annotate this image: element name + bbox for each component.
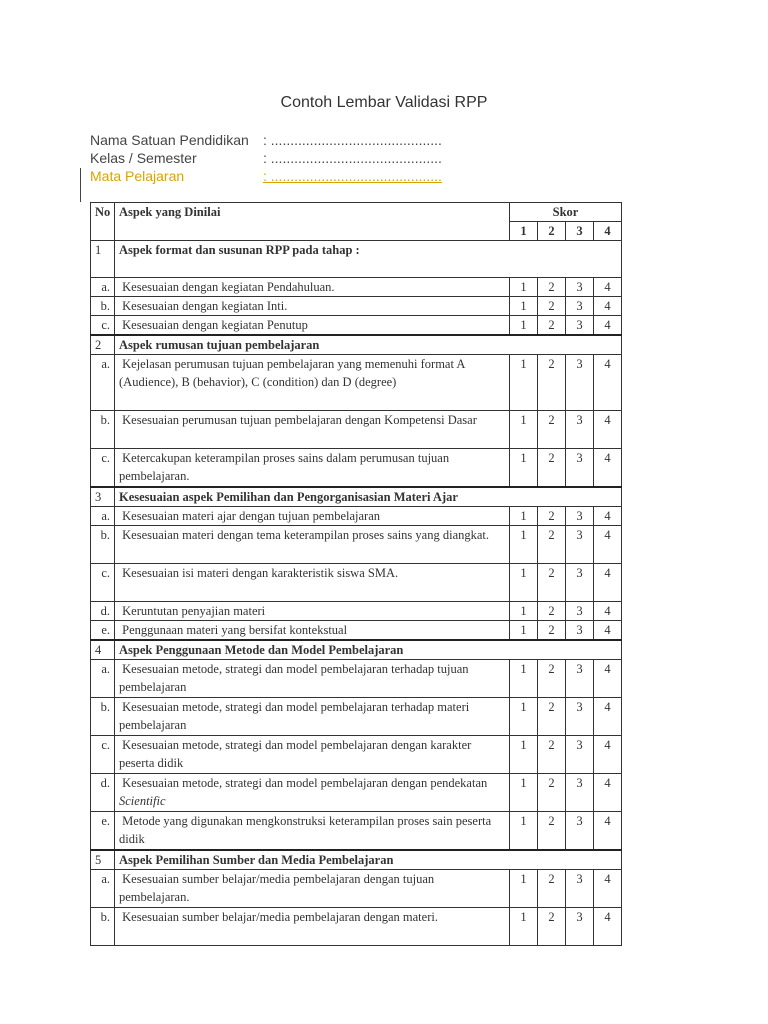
header-skor: Skor — [509, 203, 621, 222]
section-title: Kesesuaian aspek Pemilihan dan Pengorganisasian Materi Ajar — [115, 487, 622, 507]
item-text-cell — [115, 564, 510, 602]
score-option-4[interactable]: 4 — [593, 297, 621, 316]
item-text: Kesesuaian perumusan tujuan pembelajaran dengan Kompetensi Dasar — [122, 413, 477, 427]
score-option-3[interactable]: 3 — [565, 278, 593, 297]
item-text-cell — [115, 812, 510, 851]
section-title: Aspek Pemilihan Sumber dan Media Pembelajaran — [115, 850, 622, 870]
item-text-cell — [115, 411, 510, 449]
score-option-1[interactable]: 1 — [509, 316, 537, 336]
score-option-4[interactable]: 4 — [593, 660, 621, 698]
table-row — [91, 870, 622, 908]
table-row — [91, 297, 622, 316]
table-row — [91, 602, 622, 621]
item-letter: b. — [91, 908, 115, 946]
score-option-2[interactable]: 2 — [537, 621, 565, 641]
info-label: Kelas / Semester — [90, 150, 197, 166]
item-text: Keruntutan penyajian materi — [122, 604, 266, 618]
section-row — [91, 241, 622, 278]
score-option-4[interactable]: 4 — [593, 908, 621, 946]
item-text: Kesesuaian dengan kegiatan Pendahuluan. — [122, 280, 335, 294]
item-text-cell — [115, 602, 510, 621]
score-option-2[interactable]: 2 — [537, 736, 565, 774]
table-row — [91, 278, 622, 297]
score-option-3[interactable]: 3 — [565, 908, 593, 946]
score-option-4[interactable]: 4 — [593, 526, 621, 564]
table-row — [91, 411, 622, 449]
section-number: 2 — [91, 335, 115, 355]
header-score-2: 2 — [537, 222, 565, 241]
score-option-4[interactable]: 4 — [593, 812, 621, 851]
score-option-2[interactable]: 2 — [537, 507, 565, 526]
info-value[interactable]: : ............................................ — [263, 168, 442, 184]
score-option-3[interactable]: 3 — [565, 774, 593, 812]
score-option-2[interactable]: 2 — [537, 908, 565, 946]
item-text-cell — [115, 698, 510, 736]
item-text-cell — [115, 278, 510, 297]
item-letter: d. — [91, 774, 115, 812]
item-text: Kejelasan perumusan tujuan pembelajaran yang memenuhi format A (Audience), B (behavior), C (condition) dan D (degree) — [119, 357, 465, 389]
score-option-4[interactable]: 4 — [593, 355, 621, 411]
score-option-4[interactable]: 4 — [593, 602, 621, 621]
score-option-3[interactable]: 3 — [565, 736, 593, 774]
score-option-3[interactable]: 3 — [565, 698, 593, 736]
item-letter: a. — [91, 278, 115, 297]
score-option-1[interactable]: 1 — [509, 355, 537, 411]
score-option-3[interactable]: 3 — [565, 660, 593, 698]
score-option-3[interactable]: 3 — [565, 297, 593, 316]
header-no: No — [91, 203, 115, 241]
item-letter: a. — [91, 507, 115, 526]
table-row — [91, 698, 622, 736]
header-score-3: 3 — [565, 222, 593, 241]
item-letter: c. — [91, 316, 115, 336]
section-row — [91, 640, 622, 660]
score-option-4[interactable]: 4 — [593, 774, 621, 812]
score-option-4[interactable]: 4 — [593, 698, 621, 736]
score-option-1[interactable]: 1 — [509, 774, 537, 812]
score-option-2[interactable]: 2 — [537, 316, 565, 336]
score-option-4[interactable]: 4 — [593, 278, 621, 297]
header-score-1: 1 — [509, 222, 537, 241]
item-text-cell — [115, 736, 510, 774]
score-option-2[interactable]: 2 — [537, 660, 565, 698]
text-cursor — [80, 168, 81, 202]
info-nama-satuan — [90, 132, 442, 148]
score-option-2[interactable]: 2 — [537, 278, 565, 297]
score-option-1[interactable]: 1 — [509, 621, 537, 641]
score-option-3[interactable]: 3 — [565, 812, 593, 851]
score-option-4[interactable]: 4 — [593, 411, 621, 449]
score-option-1[interactable]: 1 — [509, 602, 537, 621]
score-option-3[interactable]: 3 — [565, 507, 593, 526]
score-option-3[interactable]: 3 — [565, 449, 593, 488]
table-row — [91, 736, 622, 774]
score-option-1[interactable]: 1 — [509, 564, 537, 602]
item-text-cell — [115, 660, 510, 698]
score-option-3[interactable]: 3 — [565, 870, 593, 908]
score-option-3[interactable]: 3 — [565, 526, 593, 564]
item-letter: d. — [91, 602, 115, 621]
item-text-cell — [115, 526, 510, 564]
score-option-3[interactable]: 3 — [565, 316, 593, 336]
table-row — [91, 449, 622, 488]
score-option-4[interactable]: 4 — [593, 736, 621, 774]
item-text: Penggunaan materi yang bersifat kontekstual — [122, 623, 348, 637]
score-option-1[interactable]: 1 — [509, 812, 537, 851]
info-label: Nama Satuan Pendidikan — [90, 132, 249, 148]
header-score-4: 4 — [593, 222, 621, 241]
section-title: Aspek rumusan tujuan pembelajaran — [115, 335, 622, 355]
score-option-2[interactable]: 2 — [537, 698, 565, 736]
section-number: 3 — [91, 487, 115, 507]
score-option-3[interactable]: 3 — [565, 564, 593, 602]
section-number: 5 — [91, 850, 115, 870]
item-text-cell — [115, 870, 510, 908]
item-letter: b. — [91, 526, 115, 564]
item-text-cell — [115, 908, 510, 946]
item-text-cell — [115, 774, 510, 812]
table-row — [91, 564, 622, 602]
score-option-1[interactable]: 1 — [509, 507, 537, 526]
score-option-2[interactable]: 2 — [537, 774, 565, 812]
table-row — [91, 355, 622, 411]
section-number: 4 — [91, 640, 115, 660]
item-letter: a. — [91, 660, 115, 698]
table-row — [91, 908, 622, 946]
section-number: 1 — [91, 241, 115, 278]
score-option-1[interactable]: 1 — [509, 908, 537, 946]
table-row — [91, 660, 622, 698]
validation-table — [90, 202, 622, 946]
info-mata-pelajaran[interactable] — [90, 168, 442, 184]
score-option-2[interactable]: 2 — [537, 526, 565, 564]
item-letter: a. — [91, 870, 115, 908]
section-title: Aspek Penggunaan Metode dan Model Pembelajaran — [115, 640, 622, 660]
item-letter: c. — [91, 564, 115, 602]
item-text-cell — [115, 507, 510, 526]
item-letter: b. — [91, 297, 115, 316]
table-row — [91, 621, 622, 641]
item-text: Kesesuaian metode, strategi dan model pembelajaran terhadap tujuan pembelajaran — [119, 662, 469, 694]
section-title: Aspek format dan susunan RPP pada tahap : — [115, 241, 622, 278]
score-option-2[interactable]: 2 — [537, 564, 565, 602]
item-letter: c. — [91, 736, 115, 774]
score-option-2[interactable]: 2 — [537, 411, 565, 449]
score-option-1[interactable]: 1 — [509, 278, 537, 297]
score-option-4[interactable]: 4 — [593, 870, 621, 908]
score-option-1[interactable]: 1 — [509, 736, 537, 774]
item-text-cell — [115, 297, 510, 316]
item-letter: b. — [91, 411, 115, 449]
score-option-3[interactable]: 3 — [565, 411, 593, 449]
section-row — [91, 487, 622, 507]
info-value: : ............................................ — [263, 150, 442, 166]
section-row — [91, 335, 622, 355]
header-aspek: Aspek yang Dinilai — [115, 203, 510, 241]
item-text: Kesesuaian materi ajar dengan tujuan pembelajaran — [122, 509, 380, 523]
item-letter: b. — [91, 698, 115, 736]
score-option-4[interactable]: 4 — [593, 621, 621, 641]
score-option-2[interactable]: 2 — [537, 812, 565, 851]
item-letter: e. — [91, 812, 115, 851]
page-title: Contoh Lembar Validasi RPP — [280, 94, 488, 111]
item-text: Kesesuaian metode, strategi dan model pembelajaran terhadap materi pembelajaran — [119, 700, 470, 732]
item-text-cell — [115, 621, 510, 641]
score-option-2[interactable]: 2 — [537, 297, 565, 316]
table-row — [91, 316, 622, 336]
item-letter: c. — [91, 449, 115, 488]
item-text: Kesesuaian dengan kegiatan Penutup — [122, 318, 308, 332]
score-option-4[interactable]: 4 — [593, 507, 621, 526]
score-option-1[interactable]: 1 — [509, 526, 537, 564]
item-text: Kesesuaian metode, strategi dan model pembelajaran dengan pendekatan — [122, 776, 488, 790]
item-text: Kesesuaian sumber belajar/media pembelajaran dengan materi. — [122, 910, 438, 924]
item-text: Ketercakupan keterampilan proses sains dalam perumusan tujuan pembelajaran. — [119, 451, 450, 483]
section-row — [91, 850, 622, 870]
score-option-2[interactable]: 2 — [537, 355, 565, 411]
score-option-1[interactable]: 1 — [509, 660, 537, 698]
score-option-4[interactable]: 4 — [593, 564, 621, 602]
item-text: Kesesuaian sumber belajar/media pembelajaran dengan tujuan pembelajaran. — [119, 872, 435, 904]
item-text: Kesesuaian dengan kegiatan Inti. — [122, 299, 288, 313]
table-row — [91, 507, 622, 526]
score-option-3[interactable]: 3 — [565, 602, 593, 621]
score-option-4[interactable]: 4 — [593, 316, 621, 336]
table-row — [91, 526, 622, 564]
score-option-1[interactable]: 1 — [509, 698, 537, 736]
score-option-1[interactable]: 1 — [509, 449, 537, 488]
item-text: Kesesuaian isi materi dengan karakteristik siswa SMA. — [122, 566, 399, 580]
item-text: Kesesuaian metode, strategi dan model pembelajaran dengan karakter peserta didik — [119, 738, 472, 770]
score-option-3[interactable]: 3 — [565, 621, 593, 641]
score-option-1[interactable]: 1 — [509, 411, 537, 449]
item-text: Metode yang digunakan mengkonstruksi keterampilan proses sain peserta didik — [119, 814, 492, 846]
item-letter: e. — [91, 621, 115, 641]
table-row — [91, 812, 622, 851]
info-kelas-semester — [90, 150, 442, 166]
table-body — [91, 241, 622, 946]
score-option-1[interactable]: 1 — [509, 870, 537, 908]
item-letter: a. — [91, 355, 115, 411]
item-text-cell — [115, 316, 510, 336]
item-text-italic: Scientific — [119, 794, 166, 808]
score-option-2[interactable]: 2 — [537, 602, 565, 621]
score-option-2[interactable]: 2 — [537, 870, 565, 908]
table-row — [91, 774, 622, 812]
info-label[interactable]: Mata Pelajaran — [90, 168, 185, 184]
item-text: Kesesuaian materi dengan tema keterampilan proses sains yang diangkat. — [122, 528, 490, 542]
item-text-cell — [115, 449, 510, 488]
info-value: : ............................................ — [263, 132, 442, 148]
score-option-3[interactable]: 3 — [565, 355, 593, 411]
score-option-1[interactable]: 1 — [509, 297, 537, 316]
score-option-4[interactable]: 4 — [593, 449, 621, 488]
score-option-2[interactable]: 2 — [537, 449, 565, 488]
item-text-cell — [115, 355, 510, 411]
